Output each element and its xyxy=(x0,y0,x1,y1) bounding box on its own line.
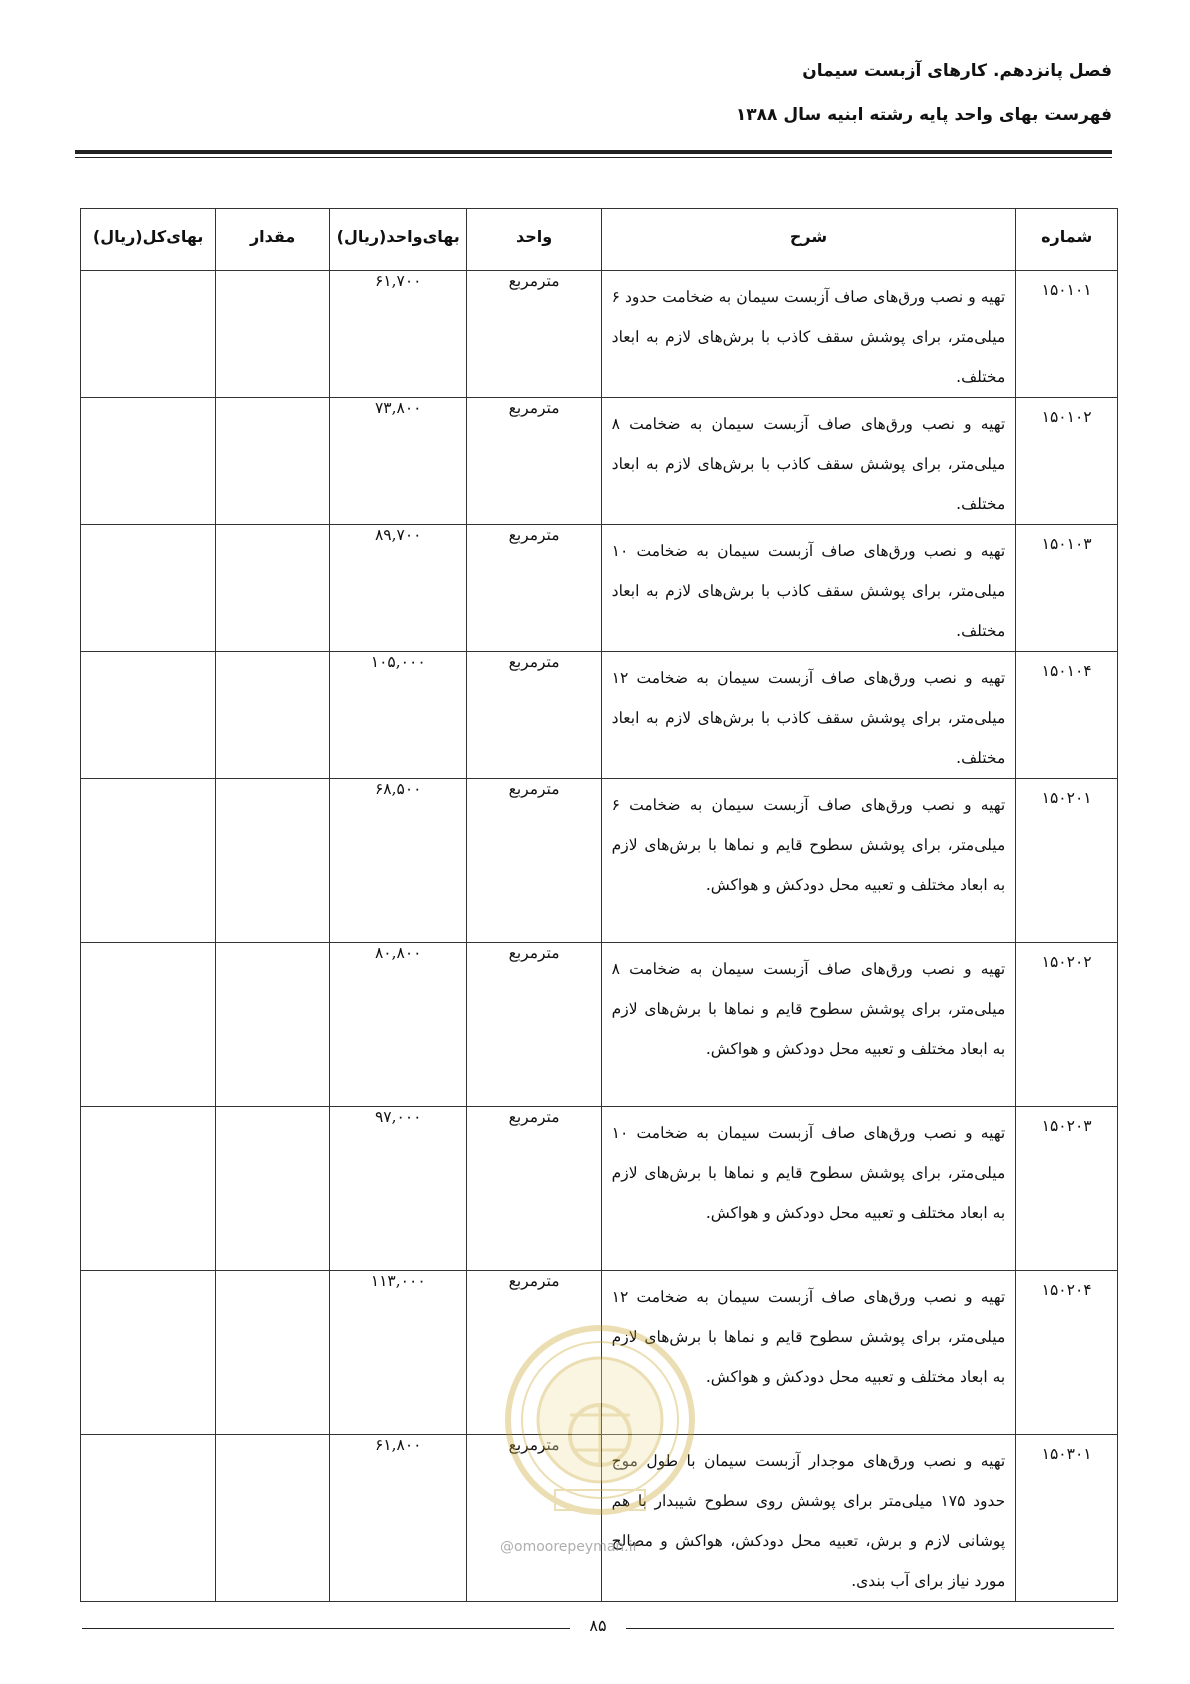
item-description: تهیه و نصب ورق‌های صاف آزبست سیمان به ضخامت ۸ میلی‌متر، برای پوشش سطوح قایم و نماها با برش‌های لازم به ابعاد مختلف و تعبیه محل دودکش و هواکش. xyxy=(601,943,1016,1107)
item-quantity xyxy=(216,1107,330,1271)
item-code: ۱۵۰۱۰۲ xyxy=(1016,398,1118,525)
item-unit: مترمربع xyxy=(467,652,601,779)
item-code: ۱۵۰۲۰۴ xyxy=(1016,1271,1118,1435)
footer-rule-right xyxy=(626,1628,1114,1629)
item-description: تهیه و نصب ورق‌های موجدار آزبست سیمان با طول موج حدود ۱۷۵ میلی‌متر برای پوشش روی سطوح شیبدار با هم پوشانی لازم و برش، تعبیه محل دودکش، هواکش و مصالح مورد نیاز برای آب بندی. xyxy=(601,1435,1016,1602)
item-code: ۱۵۰۱۰۱ xyxy=(1016,271,1118,398)
col-header-unit: واحد xyxy=(467,209,601,271)
table-row xyxy=(81,779,1118,943)
col-header-quantity: مقدار xyxy=(216,209,330,271)
item-quantity xyxy=(216,1271,330,1435)
item-unit-price: ۱۰۵,۰۰۰ xyxy=(329,652,466,779)
item-unit: مترمربع xyxy=(467,1435,601,1602)
item-description: تهیه و نصب ورق‌های صاف آزبست سیمان به ضخامت ۱۰ میلی‌متر، برای پوشش سطوح قایم و نماها با برش‌های لازم به ابعاد مختلف و تعبیه محل دودکش و هواکش. xyxy=(601,1107,1016,1271)
header-divider-thick xyxy=(75,150,1112,154)
table-row xyxy=(81,525,1118,652)
header-divider-thin xyxy=(75,157,1112,158)
col-header-description: شرح xyxy=(601,209,1016,271)
item-total-price xyxy=(81,779,216,943)
table-header-row xyxy=(81,209,1118,271)
footer-rule-left xyxy=(82,1628,570,1629)
item-code: ۱۵۰۲۰۱ xyxy=(1016,779,1118,943)
item-description: تهیه و نصب ورق‌های صاف آزبست سیمان به ضخامت ۱۰ میلی‌متر، برای پوشش سقف کاذب با برش‌های لازم به ابعاد مختلف. xyxy=(601,525,1016,652)
col-header-total-price: بهای‌کل(ریال) xyxy=(81,209,216,271)
item-total-price xyxy=(81,943,216,1107)
item-unit-price: ۶۱,۸۰۰ xyxy=(329,1435,466,1602)
table-row xyxy=(81,652,1118,779)
page-number: ۸۵ xyxy=(589,1616,607,1635)
item-unit: مترمربع xyxy=(467,271,601,398)
item-code: ۱۵۰۲۰۲ xyxy=(1016,943,1118,1107)
item-total-price xyxy=(81,398,216,525)
table-row xyxy=(81,1271,1118,1435)
table-row xyxy=(81,271,1118,398)
table-row xyxy=(81,398,1118,525)
item-code: ۱۵۰۲۰۳ xyxy=(1016,1107,1118,1271)
item-code: ۱۵۰۱۰۴ xyxy=(1016,652,1118,779)
item-code: ۱۵۰۱۰۳ xyxy=(1016,525,1118,652)
table-row xyxy=(81,1107,1118,1271)
item-total-price xyxy=(81,271,216,398)
item-total-price xyxy=(81,1435,216,1602)
item-quantity xyxy=(216,779,330,943)
item-description: تهیه و نصب ورق‌های صاف آزبست سیمان به ضخامت ۸ میلی‌متر، برای پوشش سقف کاذب با برش‌های لازم به ابعاد مختلف. xyxy=(601,398,1016,525)
col-header-code: شماره xyxy=(1016,209,1118,271)
item-unit-price: ۱۱۳,۰۰۰ xyxy=(329,1271,466,1435)
item-quantity xyxy=(216,652,330,779)
item-unit-price: ۷۳,۸۰۰ xyxy=(329,398,466,525)
item-quantity xyxy=(216,943,330,1107)
item-total-price xyxy=(81,652,216,779)
item-description: تهیه و نصب ورق‌های صاف آزبست سیمان به ضخامت ۱۲ میلی‌متر، برای پوشش سقف کاذب با برش‌های لازم به ابعاد مختلف. xyxy=(601,652,1016,779)
item-unit: مترمربع xyxy=(467,1271,601,1435)
item-total-price xyxy=(81,1271,216,1435)
item-quantity xyxy=(216,525,330,652)
item-unit-price: ۶۱,۷۰۰ xyxy=(329,271,466,398)
chapter-title: فصل پانزدهم. کارهای آزبست سیمان xyxy=(802,61,1112,81)
item-quantity xyxy=(216,398,330,525)
item-quantity xyxy=(216,271,330,398)
item-unit: مترمربع xyxy=(467,525,601,652)
table-row xyxy=(81,1435,1118,1602)
item-unit: مترمربع xyxy=(467,943,601,1107)
item-unit: مترمربع xyxy=(467,1107,601,1271)
item-unit-price: ۶۸,۵۰۰ xyxy=(329,779,466,943)
item-total-price xyxy=(81,525,216,652)
item-unit-price: ۹۷,۰۰۰ xyxy=(329,1107,466,1271)
col-header-unit-price: بهای‌واحد(ریال) xyxy=(329,209,466,271)
item-unit: مترمربع xyxy=(467,398,601,525)
item-unit-price: ۸۰,۸۰۰ xyxy=(329,943,466,1107)
price-table xyxy=(80,208,1118,1602)
item-code: ۱۵۰۳۰۱ xyxy=(1016,1435,1118,1602)
item-quantity xyxy=(216,1435,330,1602)
item-description: تهیه و نصب ورق‌های صاف آزبست سیمان به ضخامت ۱۲ میلی‌متر، برای پوشش سطوح قایم و نماها با برش‌های لازم به ابعاد مختلف و تعبیه محل دودکش و هواکش. xyxy=(601,1271,1016,1435)
page-header xyxy=(75,56,1112,130)
table-row xyxy=(81,943,1118,1107)
watermark-url: @omoorepeyman.ir xyxy=(500,1539,639,1555)
list-title: فهرست بهای واحد پایه رشته ابنیه سال ۱۳۸۸ xyxy=(735,105,1112,125)
item-total-price xyxy=(81,1107,216,1271)
item-description: تهیه و نصب ورق‌های صاف آزبست سیمان به ضخامت ۶ میلی‌متر، برای پوشش سطوح قایم و نماها با برش‌های لازم به ابعاد مختلف و تعبیه محل دودکش و هواکش. xyxy=(601,779,1016,943)
item-unit: مترمربع xyxy=(467,779,601,943)
item-description: تهیه و نصب ورق‌های صاف آزبست سیمان به ضخامت حدود ۶ میلی‌متر، برای پوشش سقف کاذب با برش‌های لازم به ابعاد مختلف. xyxy=(601,271,1016,398)
item-unit-price: ۸۹,۷۰۰ xyxy=(329,525,466,652)
